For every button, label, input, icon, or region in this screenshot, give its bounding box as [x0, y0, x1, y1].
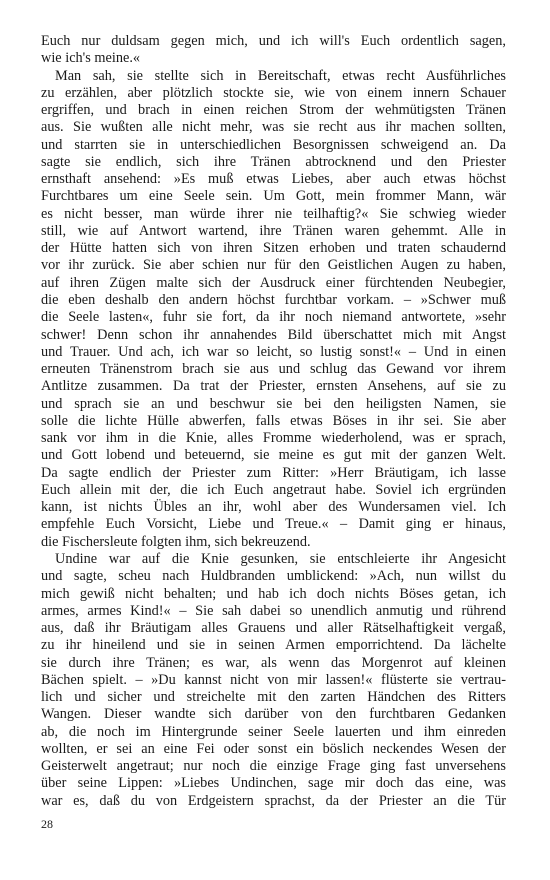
- text-line: solle die lichte Hülle abwerfen, falls etwas Böses in ihr sei. Sie aber: [41, 412, 506, 429]
- text-line: die eben deshalb den andern höchst furchtbar vorkam. – »Schwer muß: [41, 291, 506, 308]
- text-line: auf ihren Zügen malte sich der Ausdruck einer fürchtenden Neubegier,: [41, 274, 506, 291]
- text-line: sank vor ihm in die Knie, alles Fromme wiederholend, was er sprach,: [41, 430, 506, 447]
- text-line: armes, armes Kind!« – Sie sah dabei so unendlich anmutig und rührend: [41, 602, 506, 619]
- text-line: sagte sie endlich, sich ihre Tränen abtrocknend und den Priester: [41, 153, 506, 170]
- text-line: es nicht besser, man würde ihrer nie teilhaftig?« Sie schwieg wieder: [41, 205, 506, 222]
- text-line: Antlitze zusammen. Da trat der Priester, ernsten Ansehens, auf sie zu: [41, 378, 506, 395]
- text-line: schwer! Denn schon ihr annahendes Bild überschattet mich mit Angst: [41, 326, 506, 343]
- text-line: und Gott lobend und beteuernd, sie meine es gut mit der ganzen Welt.: [41, 447, 506, 464]
- text-line: der Hütte hatten sich von ihren Sitzen erhoben und traten schaudernd: [41, 240, 506, 257]
- text-line: Furchtbares um eine Seele sein. Um Gott, mein frommer Mann, wär: [41, 188, 506, 205]
- text-line: erneuten Tränenstrom brach sie aus und schlug das Gewand vor ihrem: [41, 361, 506, 378]
- text-line: zu erzählen, aber plötzlich stockte sie, wie von einem innern Schauer: [41, 84, 506, 101]
- text-line: Euch nur duldsam gegen mich, und ich will's Euch ordentlich sagen,: [41, 33, 506, 49]
- text-line: Wangen. Dieser wandte sich darüber von den furchtbaren Gedanken: [41, 706, 506, 723]
- text-line: ergriffen, und brach in einen reichen Strom der wehmütigsten Tränen: [41, 102, 506, 119]
- text-line: und Trauer. Und ach, ich war so leicht, so lustig sonst!« – Und in einen: [41, 343, 506, 360]
- text-line: kann, ist nichts Übles an ihr, wohl aber des Wundersamen viel. Ich: [41, 499, 506, 516]
- text-line: ernsthaft ansehend: »Es muß etwas Liebes, aber auch etwas höchst: [41, 171, 506, 188]
- text-line: Euch allein mit der, die ich Euch angetraut habe. Soviel ich ergründen: [41, 481, 506, 498]
- text-line: wollten, er sei an eine Fei oder sonst ein böslich neckendes Wesen der: [41, 740, 506, 757]
- text-line: und starrten sie in unterschiedlichen Besorgnissen schweigend an. Da: [41, 136, 506, 153]
- text-line: zu ihr hineilend und sie in seinen Armen emporrichtend. Da lächelte: [41, 637, 506, 654]
- text-line: vor ihr zurück. Sie aber schien nur für den Geistlichen Augen zu haben,: [41, 257, 506, 274]
- text-line: Bächen spielt. – »Du kannst nicht von mir lassen!« flüsterte sie vertrau-: [41, 671, 506, 688]
- text-line: sie durch ihre Tränen; es war, als wenn das Morgenrot auf kleinen: [41, 654, 506, 671]
- text-line: Man sah, sie stellte sich in Bereitschaft, etwas recht Ausführliches: [55, 67, 506, 84]
- text-line: aus, daß ihr Bräutigam alles Grauens und aller Rätselhaftigkeit vergaß,: [41, 620, 506, 637]
- text-line: wie ich's meine.«: [41, 50, 141, 67]
- text-line: Geisterwelt angetraut; nur noch die einzige Frage ging fast unversehens: [41, 758, 506, 775]
- text-line: empfehle Euch Vorsicht, Liebe und Treue.« – Damit ging er hinaus,: [41, 516, 506, 533]
- text-line: über seine Lippen: »Liebes Undinchen, sage mir doch das eine, was: [41, 775, 506, 792]
- text-line: und sagte, scheu nach Huldbranden umblickend: »Ach, nun willst du: [41, 568, 506, 585]
- page-number: 28: [41, 817, 53, 831]
- text-line: lich und sicher und streichelte mit den zarten Händchen des Ritters: [41, 689, 506, 706]
- page-body: [41, 33, 506, 810]
- text-line: aus. Sie wußten alle nicht mehr, was sie recht aus ihr machen sollten,: [41, 119, 506, 136]
- text-line: war es, daß du von Erdgeistern sprachst, da der Priester an die Tür: [41, 792, 506, 809]
- text-line: die Fischersleute folgten ihm, sich bekreuzend.: [41, 533, 311, 550]
- text-line: still, wie auf Antwort wartend, ihre Tränen waren gehemmt. Alle in: [41, 222, 506, 239]
- text-line: mich gewiß nicht behalten; und hab ich doch nichts Böses getan, ich: [41, 585, 506, 602]
- text-line: und sprach sie an und beschwur sie bei den heiligsten Namen, sie: [41, 395, 506, 412]
- text-line: die Seele lasten«, fuhr sie fort, da ihr noch niemand antwortete, »sehr: [41, 309, 506, 326]
- text-line: Undine war auf die Knie gesunken, sie entschleierte ihr Angesicht: [55, 550, 506, 567]
- text-line: Da sagte endlich der Priester zum Ritter: »Herr Bräutigam, ich lasse: [41, 464, 506, 481]
- text-line: ab, die noch im Hintergrunde seiner Seele lauerten und ihm einreden: [41, 723, 506, 740]
